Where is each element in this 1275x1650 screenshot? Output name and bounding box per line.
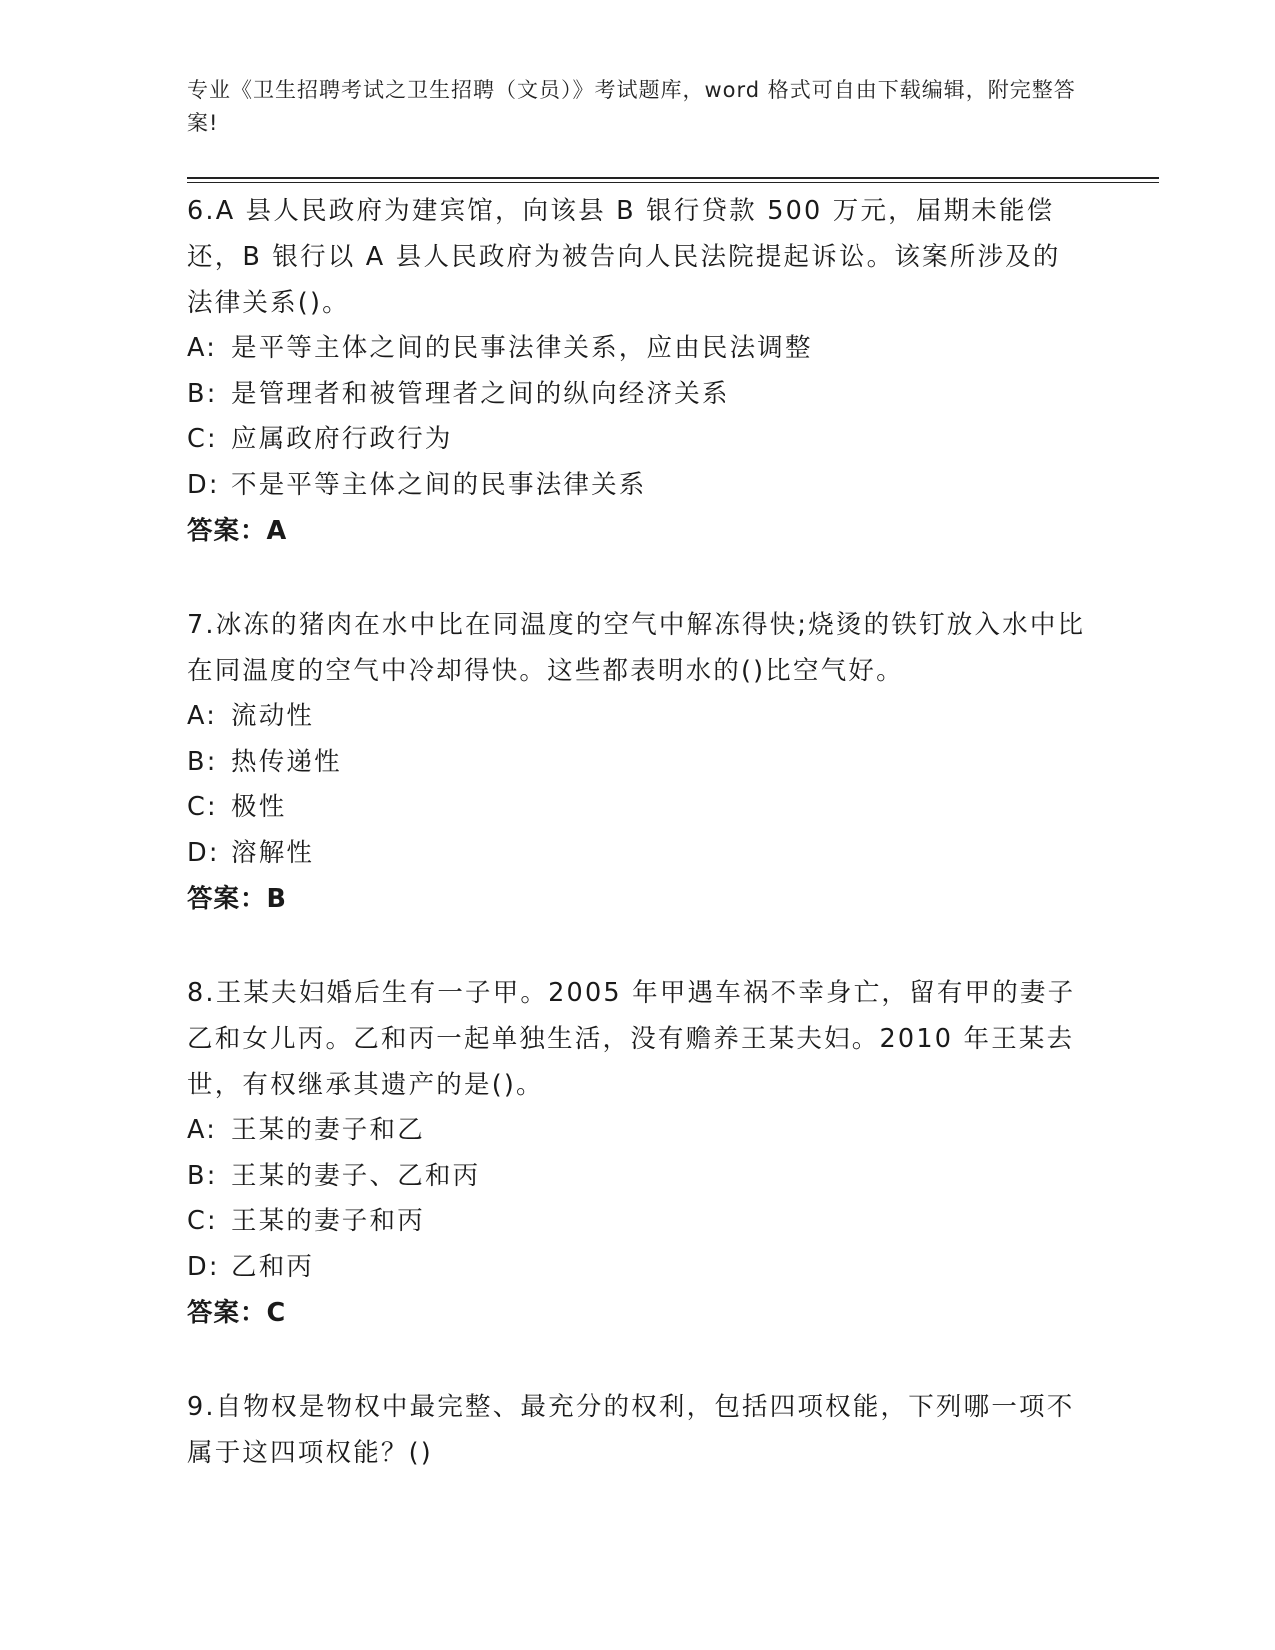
option-a (187, 694, 1087, 740)
option-key: C: (187, 1206, 218, 1236)
option-key: C: (187, 792, 218, 822)
option-c (187, 1199, 1087, 1245)
option-text: 王某的妻子、乙和丙 (231, 1160, 481, 1191)
option-text: 是平等主体之间的民事法律关系，应由民法调整 (231, 333, 813, 363)
question-8 (187, 970, 1087, 1336)
answer-label: 答案：C (187, 1298, 287, 1328)
option-a (187, 1108, 1087, 1154)
option-c (187, 417, 1087, 463)
option-text: 热传递性 (231, 746, 342, 777)
option-a (187, 326, 1087, 372)
question-list (187, 188, 1087, 1524)
header-rule-thin (187, 182, 1159, 183)
answer-label: 答案：A (187, 516, 288, 546)
option-c (187, 785, 1087, 831)
answer-label: 答案：B (187, 884, 287, 914)
option-text: 流动性 (231, 701, 315, 731)
option-key: D: (187, 1251, 220, 1282)
option-key: B: (187, 378, 218, 409)
option-text: 极性 (231, 792, 287, 822)
option-key: A: (187, 1115, 217, 1145)
question-7 (187, 602, 1087, 922)
document-header: 专业《卫生招聘考试之卫生招聘（文员）》考试题库，word 格式可自由下载编辑，附完整答案! (187, 78, 1076, 135)
option-text: 王某的妻子和乙 (231, 1115, 425, 1145)
option-text: 乙和丙 (231, 1251, 315, 1282)
option-d (187, 1245, 1087, 1291)
option-text: 溶解性 (231, 837, 315, 868)
option-b (187, 372, 1087, 418)
option-d (187, 831, 1087, 877)
option-key: D: (187, 469, 220, 500)
question-9 (187, 1384, 1087, 1476)
option-key: B: (187, 1160, 218, 1191)
option-b (187, 1154, 1087, 1200)
question-stem: 6.A 县人民政府为建宾馆，向该县 B 银行贷款 500 万元，届期未能偿还，B 银行以 A 县人民政府为被告向人民法院提起诉讼。该案所涉及的法律关系()。 (187, 196, 1061, 318)
option-key: A: (187, 333, 217, 363)
option-text: 应属政府行政行为 (231, 424, 453, 454)
option-text: 不是平等主体之间的民事法律关系 (231, 469, 647, 500)
question-stem: 9.自物权是物权中最完整、最充分的权利，包括四项权能，下列哪一项不属于这四项权能？() (187, 1392, 1075, 1468)
question-6 (187, 188, 1087, 554)
option-b (187, 740, 1087, 786)
option-text: 是管理者和被管理者之间的纵向经济关系 (231, 378, 730, 409)
option-d (187, 463, 1087, 509)
option-key: C: (187, 424, 218, 454)
option-text: 王某的妻子和丙 (231, 1206, 425, 1236)
option-key: A: (187, 701, 217, 731)
question-stem: 8.王某夫妇婚后生有一子甲。2005 年甲遇车祸不幸身亡，留有甲的妻子乙和女儿丙。乙和丙一起单独生活，没有赡养王某夫妇。2010 年王某去世，有权继承其遗产的是()。 (187, 978, 1076, 1100)
option-key: B: (187, 746, 218, 777)
option-key: D: (187, 837, 220, 868)
header-rule-thick (187, 177, 1159, 179)
question-stem: 7.冰冻的猪肉在水中比在同温度的空气中解冻得快;烧烫的铁钉放入水中比在同温度的空气中冷却得快。这些都表明水的()比空气好。 (187, 610, 1086, 686)
